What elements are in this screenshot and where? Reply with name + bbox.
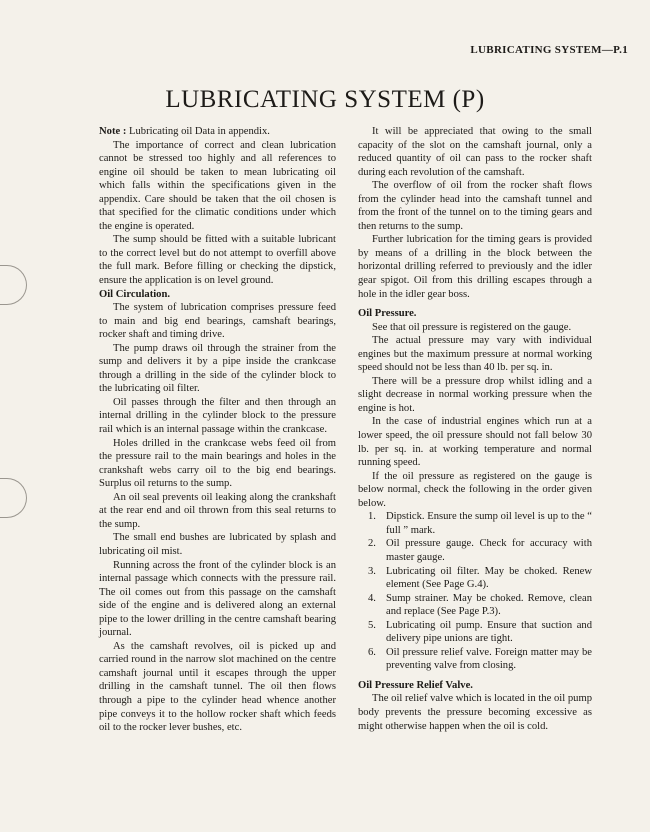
section-heading-oil-circulation: Oil Circulation. (99, 288, 171, 300)
running-head: LUBRICATING SYSTEM—P.1 (470, 44, 628, 56)
paragraph: As the camshaft revolves, oil is picked up and carried round in the narrow slot machined on the centre camshaft journal until it escapes through the upper drilling in the camshaft tunnel. The oil then flows through a pipe to the cylinder head whence another pipe conveys it to the hollow rocker shaft which feeds oil to the rocker lever bushes, etc. (99, 640, 336, 734)
check-text: Sump strainer. May be choked. Remove, clean and replace (See Page P.3). (386, 592, 592, 618)
check-number: 1. (368, 511, 376, 523)
section-heading-relief-valve: Oil Pressure Relief Valve. (358, 679, 473, 691)
paragraph: Holes drilled in the crankcase webs feed oil from the pressure rail to the main bearings and holes in the crankshaft webs carry oil to the big end bearings. Surplus oil returns to the sump. (99, 437, 336, 490)
check-number: 4. (368, 592, 376, 604)
paragraph: If the oil pressure as registered on the gauge is below normal, check the following in the order given below. (358, 470, 592, 509)
paragraph: An oil seal prevents oil leaking along the crankshaft at the rear end and oil thrown from this seal returns to the sump. (99, 491, 336, 530)
note (99, 125, 336, 139)
check-item (368, 592, 592, 619)
check-number: 2. (368, 538, 376, 550)
paragraph: See that oil pressure is registered on the gauge. (372, 321, 572, 333)
note-text: Lubricating oil Data in appendix. (126, 126, 270, 137)
paragraph: The importance of correct and clean lubrication cannot be stressed too highly and all references to engine oil should be taken to mean lubricating oil which falls within the specifications given in the appendix. Care should be taken that the oil chosen is that specified for the climatic conditions under which the engine is operated. (99, 139, 336, 232)
paragraph: Oil passes through the filter and then through an internal drilling in the cylinder block to the pressure rail which is an internal passage within the crankcase. (99, 396, 336, 436)
paragraph: The oil relief valve which is located in the oil pump body prevents the pressure becoming excessive as might otherwise happen when the oil is cold. (358, 693, 592, 732)
right-column (358, 125, 592, 733)
paragraph: Running across the front of the cylinder block is an internal passage which connects with the pressure rail. The oil comes out from this passage on the camshaft side of the engine and is delivered along an external pipe to the lower drilling in the centre camshaft bearing journal. (99, 559, 336, 639)
paragraph: The pump draws oil through the strainer from the sump and delivers it by a pipe inside the crankcase through a drilling in the side of the cylinder block to the lubricating oil filter. (99, 342, 336, 395)
check-item (368, 565, 592, 592)
check-item (368, 537, 592, 564)
check-text: Lubricating oil filter. May be choked. Renew element (See Page G.4). (386, 565, 592, 591)
paragraph: The small end bushes are lubricated by splash and lubricating oil mist. (99, 532, 336, 557)
page-title: LUBRICATING SYSTEM (P) (165, 86, 485, 113)
left-column (99, 125, 336, 735)
check-text: Oil pressure relief valve. Foreign matter may be preventing valve from closing. (386, 646, 592, 672)
check-text: Dipstick. Ensure the sump oil level is up to the “ full ” mark. (386, 511, 592, 536)
paragraph: There will be a pressure drop whilst idling and a slight decrease in normal working pressure when the engine is hot. (358, 375, 592, 414)
paragraph: It will be appreciated that owing to the small capacity of the slot on the camshaft journal, only a reduced quantity of oil can pass to the rocker shaft during each revolution of the camshaft. (358, 126, 592, 178)
check-list (358, 510, 592, 673)
binder-hole-top (0, 265, 27, 305)
section-heading-oil-pressure: Oil Pressure. (358, 308, 417, 320)
check-item (368, 619, 592, 646)
check-number: 6. (368, 646, 376, 658)
check-text: Lubricating oil pump. Ensure that suction and delivery pipe unions are tight. (386, 619, 592, 645)
check-item (368, 510, 592, 537)
note-label: Note : (99, 126, 127, 137)
paragraph: The system of lubrication comprises pressure feed to main and big end bearings, camshaft bearings, rocker shaft and timing drive. (99, 302, 336, 341)
paragraph: Further lubrication for the timing gears is provided by means of a drilling in the block between the horizontal drilling referred to previously and the idler gear spigot. Oil from this drilling escapes through a hole in the idler gear boss. (358, 234, 592, 300)
paragraph: The sump should be fitted with a suitable lubricant to the correct level but do not attempt to overfill above the full mark. Before filling or checking the dipstick, ensure the application is on level ground. (99, 234, 336, 287)
check-item (368, 646, 592, 673)
binder-hole-bottom (0, 478, 27, 518)
check-number: 3. (368, 565, 376, 577)
check-number: 5. (368, 619, 376, 631)
paragraph: The actual pressure may vary with individual engines but the maximum pressure at normal working speed should not be less than 40 lb. per sq. in. (358, 335, 592, 374)
paragraph: The overflow of oil from the rocker shaft flows from the cylinder head into the camshaft tunnel and from the front of the tunnel on to the timing gears and then returns to the sump. (358, 180, 592, 232)
paragraph: In the case of industrial engines which run at a lower speed, the oil pressure should not fall below 30 lb. per sq. in. at working temperature and normal running speed. (358, 416, 592, 469)
check-text: Oil pressure gauge. Check for accuracy with master gauge. (386, 538, 592, 563)
